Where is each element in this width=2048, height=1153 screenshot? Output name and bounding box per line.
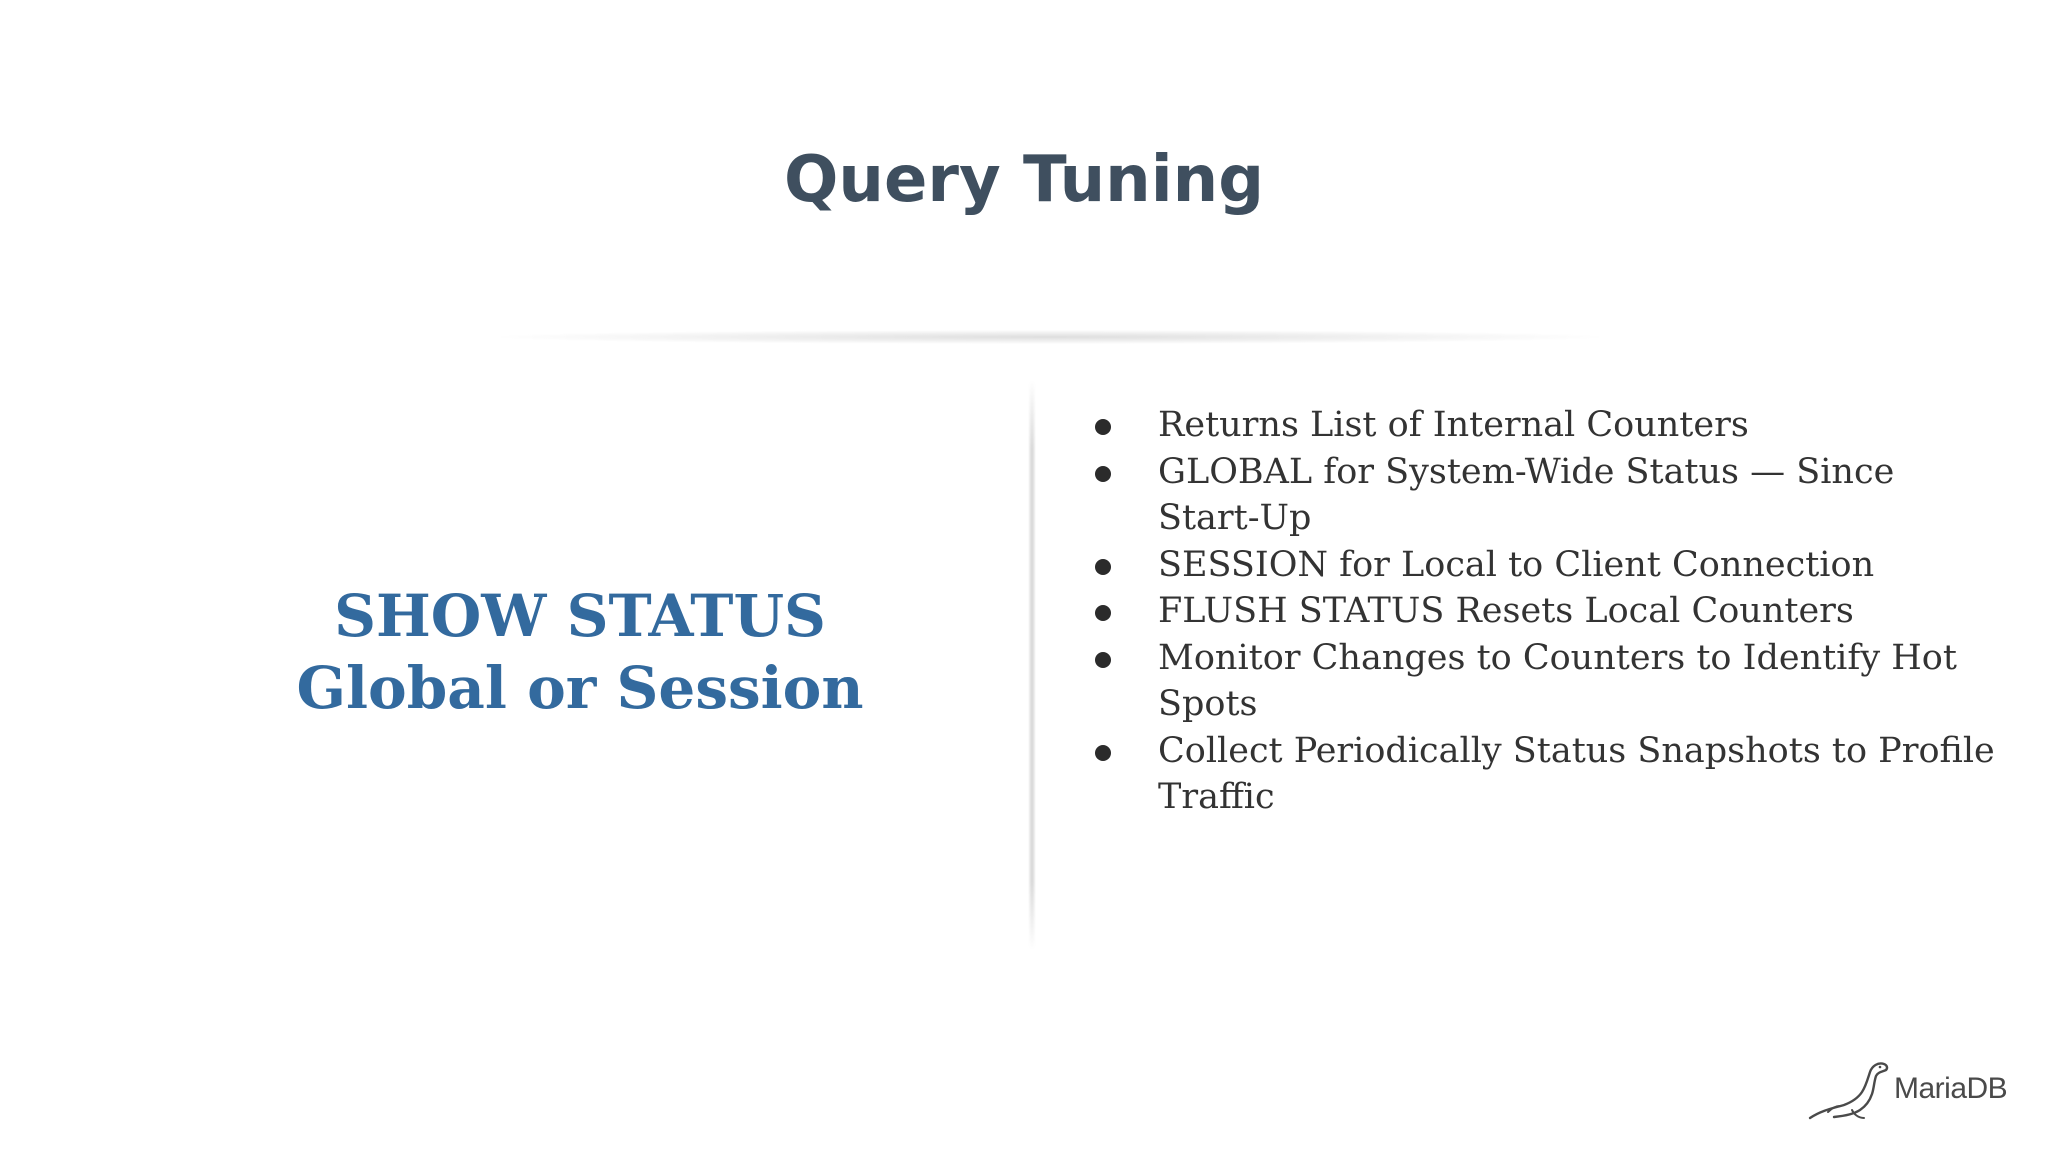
bullet-item — [1095, 542, 1995, 589]
vertical-divider — [1028, 380, 1036, 950]
bullet-list — [1095, 402, 1995, 821]
bullet-text: Monitor Changes to Counters to Identify Hot Spots — [1158, 637, 1957, 724]
mariadb-logo — [1808, 1058, 2008, 1122]
bullet-text: FLUSH STATUS Resets Local Counters — [1158, 591, 1854, 631]
bullet-item — [1095, 402, 1995, 449]
bullet-dot-icon — [1095, 559, 1111, 575]
bullet-item — [1095, 588, 1995, 635]
bullet-dot-icon — [1095, 419, 1111, 435]
bullet-text: Collect Periodically Status Snapshots to Profile Traffic — [1158, 730, 1995, 817]
title-divider — [500, 330, 1600, 344]
bullet-item — [1095, 635, 1995, 728]
left-heading-line-1: SHOW STATUS — [334, 582, 826, 650]
bullet-text: SESSION for Local to Client Connection — [1158, 544, 1875, 585]
left-heading — [250, 580, 910, 724]
bullet-text: GLOBAL for System-Wide Status — Since Start-Up — [1158, 451, 1895, 538]
bullet-dot-icon — [1095, 466, 1111, 482]
left-heading-line-2: Global or Session — [296, 654, 864, 722]
sea-lion-icon — [1808, 1058, 1892, 1122]
bullet-dot-icon — [1095, 745, 1111, 761]
logo-text: MariaDB — [1894, 1072, 2008, 1105]
slide-title: Query Tuning — [784, 143, 1264, 217]
bullet-dot-icon — [1095, 605, 1111, 621]
bullet-text: Returns List of Internal Counters — [1158, 405, 1749, 445]
bullet-item — [1095, 449, 1995, 542]
bullet-dot-icon — [1095, 652, 1111, 668]
bullet-item — [1095, 728, 1995, 821]
